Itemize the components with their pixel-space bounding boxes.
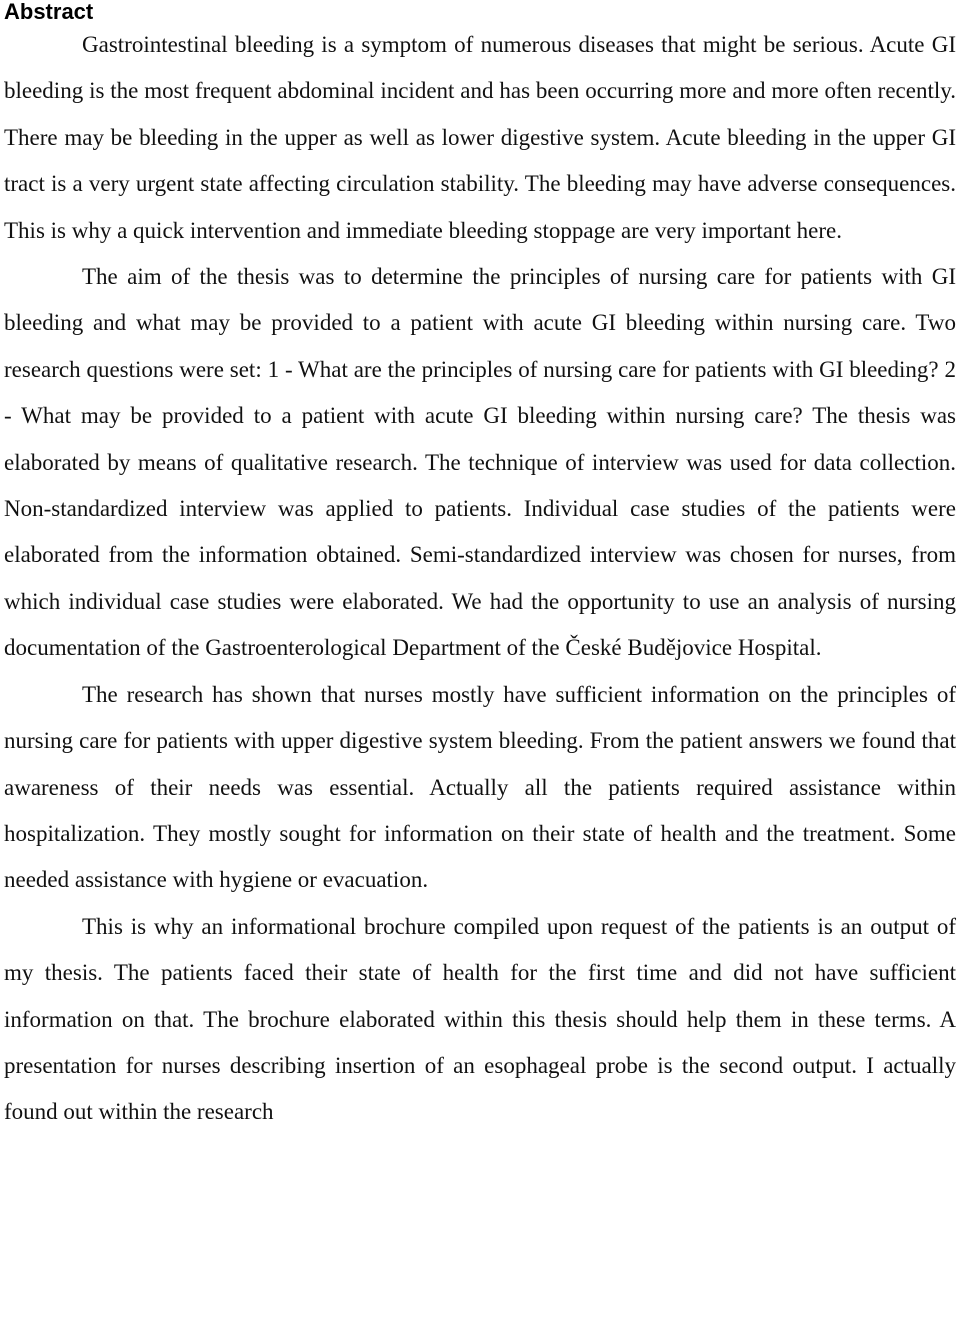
abstract-heading: Abstract xyxy=(4,0,94,24)
abstract-paragraph-4: This is why an informational brochure compiled upon request of the patients is an output of my thesis. The patients faced their state of health for the first time and did not have sufficient information on that. The brochure elaborated within this thesis should help them in these terms. A presentation for nurses describing insertion of an esophageal probe is the second output. I actually found out within the research xyxy=(4,913,956,1125)
abstract-paragraph-3: The research has shown that nurses mostly have sufficient information on the principles of nursing care for patients with upper digestive system bleeding. From the patient answers we found that awareness of their needs was essential. Actually all the patients required assistance within hospitalization. They mostly sought for information on their state of health and the treatment. Some needed assistance with hygiene or evacuation. xyxy=(4,681,956,893)
abstract-paragraph-2: The aim of the thesis was to determine the principles of nursing care for patients with GI bleeding and what may be provided to a patient with acute GI bleeding within nursing care. Two research questions were set: 1 - What are the principles of nursing care for patients with GI bleeding? 2 - What may be provided to a patient with acute GI bleeding within nursing care? The thesis was elaborated by means of qualitative research. The technique of interview was used for data collection. Non-standardized interview was applied to patients. Individual case studies of the patients were elaborated from the information obtained. Semi-standardized interview was chosen for nurses, from which individual case studies were elaborated. We had the opportunity to use an analysis of nursing documentation of the Gastroenterological Department of the České Budějovice Hospital. xyxy=(4,264,956,661)
abstract-paragraph-1: Gastrointestinal bleeding is a symptom of numerous diseases that might be serious. Acute GI bleeding is the most frequent abdominal incident and has been occurring more and more often recently. There may be bleeding in the upper as well as lower digestive system. Acute bleeding in the upper GI tract is a very urgent state affecting circulation stability. The bleeding may have adverse consequences. This is why a quick intervention and immediate bleeding stoppage are very important here. xyxy=(4,32,956,243)
